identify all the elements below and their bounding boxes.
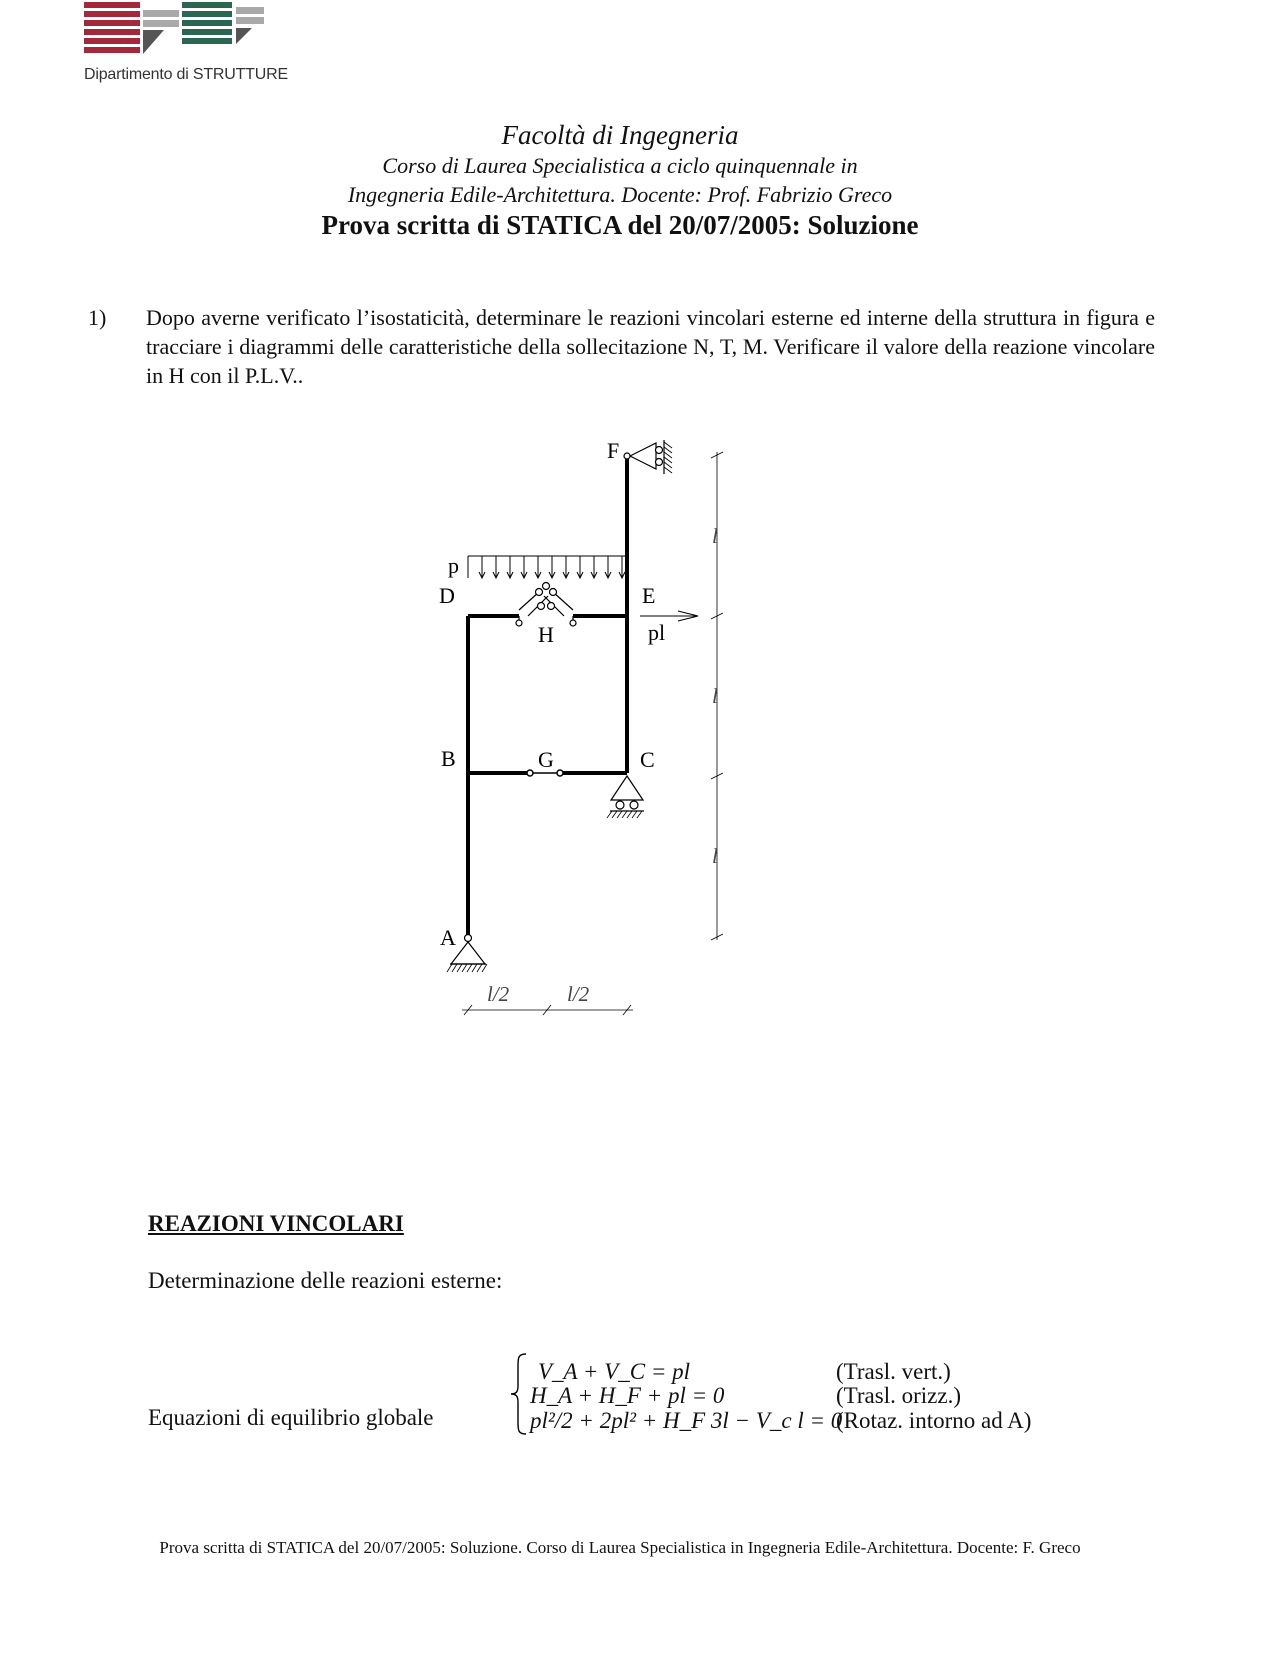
frame-members bbox=[468, 456, 627, 935]
equation-note-1: (Trasl. vert.) bbox=[836, 1359, 951, 1384]
horizontal-dimension bbox=[462, 1005, 633, 1015]
question-number: 1) bbox=[88, 305, 107, 330]
department-logo bbox=[84, 0, 284, 62]
equation-note-2: (Trasl. orizz.) bbox=[836, 1383, 961, 1408]
dim-label-half-1: l/2 bbox=[487, 982, 510, 1006]
dim-label-l-3: l bbox=[712, 844, 718, 868]
equation-vertical-translation: V_A + V_C = pl bbox=[538, 1359, 691, 1384]
equation-horizontal-translation: H_A + H_F + pl = 0 bbox=[530, 1383, 725, 1408]
label-b: B bbox=[441, 746, 456, 771]
label-g: G bbox=[538, 747, 554, 772]
distributed-load bbox=[468, 556, 627, 578]
section-heading: REAZIONI VINCOLARI bbox=[148, 1211, 404, 1236]
structure-diagram bbox=[430, 440, 770, 1080]
label-load-p: p bbox=[448, 553, 459, 578]
constraint-h bbox=[516, 583, 576, 627]
label-a: A bbox=[440, 925, 456, 950]
support-f bbox=[624, 440, 672, 474]
dim-label-l-1: l bbox=[712, 524, 718, 548]
equation-note-3: (Rotaz. intorno ad A) bbox=[836, 1408, 1032, 1433]
dim-label-half-2: l/2 bbox=[567, 982, 590, 1006]
document-title: Prova scritta di STATICA del 20/07/2005: Soluzione bbox=[321, 210, 919, 240]
section-intro: Determinazione delle reazioni esterne: bbox=[148, 1268, 503, 1293]
logo-green-bars bbox=[182, 2, 232, 44]
course-line-1: Corso di Laurea Specialistica a ciclo quinquennale in bbox=[382, 153, 858, 178]
label-f: F bbox=[607, 440, 620, 463]
logo-red-bars bbox=[84, 2, 140, 53]
department-name: Dipartimento di STRUTTURE bbox=[84, 66, 288, 83]
label-d: D bbox=[439, 583, 455, 608]
support-c bbox=[607, 776, 644, 818]
label-e: E bbox=[642, 583, 656, 608]
page-footer: Prova scritta di STATICA del 20/07/2005: Soluzione. Corso di Laurea Specialistica in Ingegneria Edile-Architettura. Docente: F. Greco bbox=[159, 1538, 1081, 1557]
label-c: C bbox=[640, 747, 655, 772]
equations-label: Equazioni di equilibrio globale bbox=[148, 1405, 434, 1430]
question-text: Dopo averne verificato l’isostaticità, determinare le reazioni vincolari esterne ed interne della struttura in figura e tracciare i diagrammi delle caratteristiche della sollecitazione N, T, M. Verificare il valore della reazione vincolare in H con il P.L.V.. bbox=[146, 305, 1155, 388]
label-force-pl: pl bbox=[648, 620, 666, 645]
equation-rotation: pl²/2 + 2pl² + H_F 3l − V_c l = 0 bbox=[530, 1408, 843, 1433]
faculty-name: Facoltà di Ingegneria bbox=[501, 120, 739, 150]
course-line-2: Ingegneria Edile-Architettura. Docente: Prof. Fabrizio Greco bbox=[347, 182, 893, 207]
label-h: H bbox=[538, 622, 554, 647]
load-arrows bbox=[479, 556, 625, 578]
dim-label-l-2: l bbox=[712, 684, 718, 708]
